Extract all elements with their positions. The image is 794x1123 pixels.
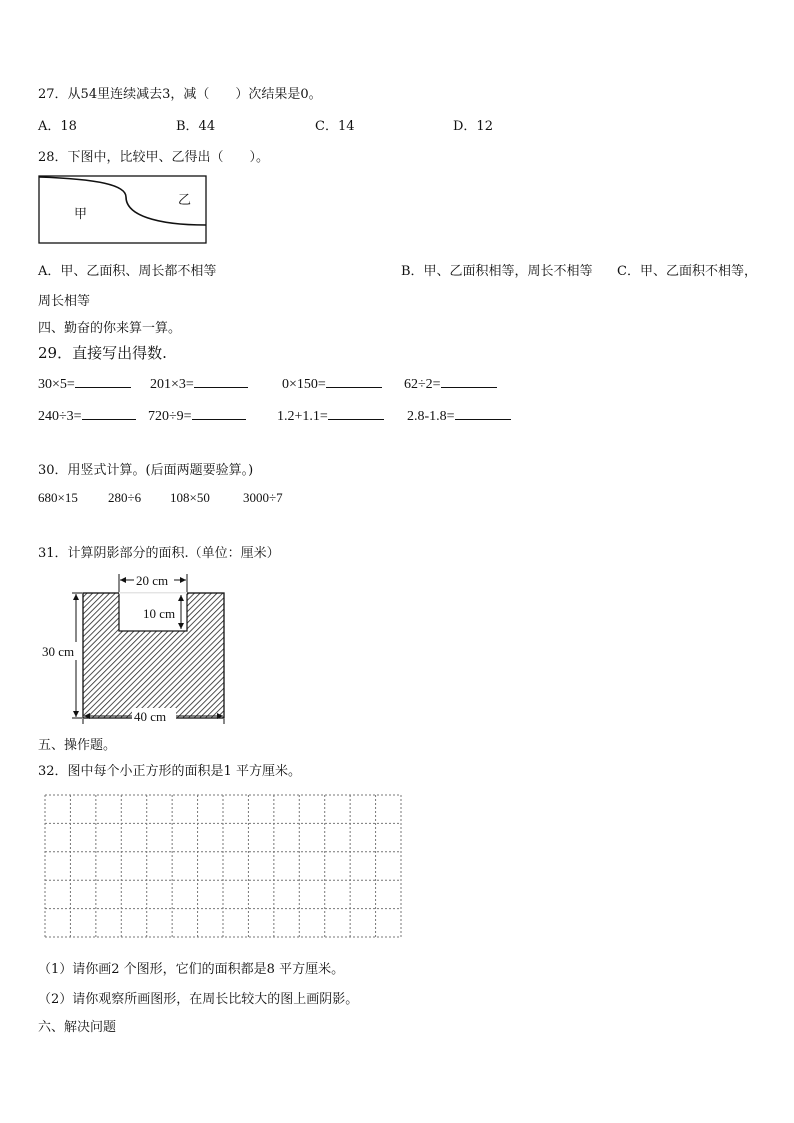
answer-blank[interactable] xyxy=(328,407,384,420)
q28-figure xyxy=(38,175,208,245)
q29-item xyxy=(150,375,248,393)
section-4-heading: 四、勤奋的你来算一算。 xyxy=(38,321,182,336)
q28-option-c-cont: 周长相等 xyxy=(38,294,91,309)
q27-option-c: C．14 xyxy=(315,119,355,134)
q28-option-a: A．甲、乙面积、周长都不相等 xyxy=(38,264,217,279)
q31-figure xyxy=(38,568,238,728)
answer-blank[interactable] xyxy=(326,375,382,388)
q29-expression: 0×150= xyxy=(282,377,326,392)
q31-label-bottom: 40 cm xyxy=(134,709,167,724)
q29-expression: 240÷3= xyxy=(38,409,82,424)
q29-item xyxy=(38,375,131,393)
q28-rectangle xyxy=(39,176,206,243)
section-5-heading: 五、操作题。 xyxy=(38,738,117,753)
q32-sub-1: （1）请你画2 个图形，它们的面积都是8 平方厘米。 xyxy=(38,962,345,977)
q32-grid[interactable] xyxy=(44,794,402,938)
q29-item xyxy=(148,407,246,425)
answer-blank[interactable] xyxy=(194,375,248,388)
q30-item: 3000÷7 xyxy=(243,490,283,505)
answer-blank[interactable] xyxy=(455,407,511,420)
q29-expression: 720÷9= xyxy=(148,409,192,424)
q30-stem: 30．用竖式计算。(后面两题要验算。) xyxy=(38,463,254,478)
q31-label-top: 20 cm xyxy=(136,573,169,588)
q28-option-b: B．甲、乙面积相等，周长不相等 xyxy=(401,264,593,279)
q30-item: 280÷6 xyxy=(108,490,142,505)
q28-stem: 28．下图中，比较甲、乙得出（ ）。 xyxy=(38,150,270,165)
q32-sub-2: （2）请你观察所画图形，在周长比较大的图上画阴影。 xyxy=(38,992,359,1007)
answer-blank[interactable] xyxy=(82,407,136,420)
q29-item xyxy=(404,375,497,393)
q29-expression: 30×5= xyxy=(38,377,75,392)
q29-item xyxy=(38,407,136,425)
answer-blank[interactable] xyxy=(192,407,246,420)
q27-stem: 27．从54里连续减去3，减（ ）次结果是0。 xyxy=(38,87,322,102)
q31-stem: 31．计算阴影部分的面积.（单位：厘米） xyxy=(38,546,280,561)
answer-blank[interactable] xyxy=(75,375,131,388)
q31-label-left: 30 cm xyxy=(42,644,75,659)
answer-blank[interactable] xyxy=(441,375,497,388)
q29-stem: 29．直接写出得数. xyxy=(38,344,167,362)
q29-item xyxy=(282,375,382,393)
q28-label-yi: 乙 xyxy=(178,192,192,207)
q27-option-d: D．12 xyxy=(453,119,493,134)
q30-item: 108×50 xyxy=(170,490,210,505)
q28-label-jia: 甲 xyxy=(74,206,88,221)
q29-expression: 62÷2= xyxy=(404,377,441,392)
section-6-heading: 六、解决问题 xyxy=(38,1020,117,1035)
q29-expression: 201×3= xyxy=(150,377,194,392)
q32-stem: 32．图中每个小正方形的面积是1 平方厘米。 xyxy=(38,764,301,779)
q29-expression: 1.2+1.1= xyxy=(277,409,328,424)
q29-expression: 2.8-1.8= xyxy=(407,409,455,424)
q27-option-a: A．18 xyxy=(38,119,77,134)
q29-item xyxy=(407,407,511,425)
q30-item: 680×15 xyxy=(38,490,78,505)
q27-option-b: B．44 xyxy=(176,119,216,134)
q28-option-c: C．甲、乙面积不相等， xyxy=(617,264,757,279)
q31-label-inner: 10 cm xyxy=(143,606,176,621)
q29-item xyxy=(277,407,384,425)
